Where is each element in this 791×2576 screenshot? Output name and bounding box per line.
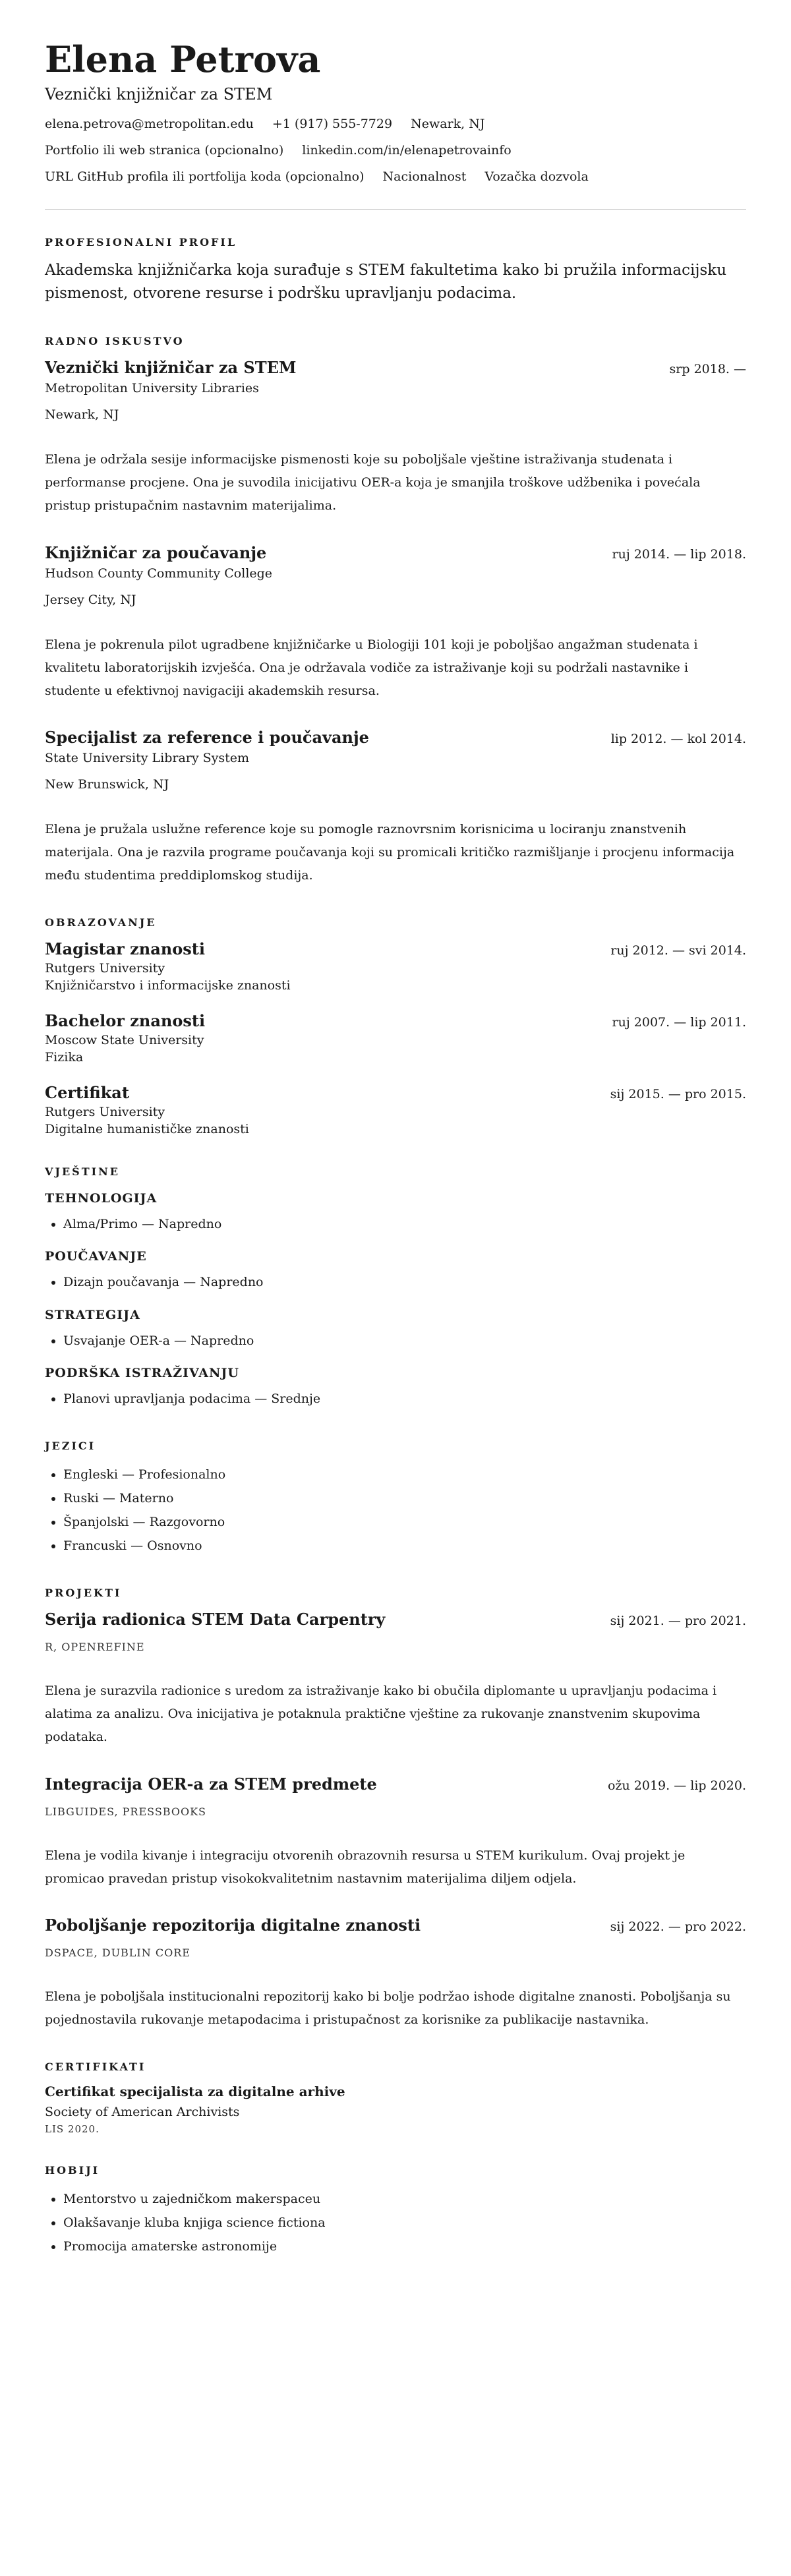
language-item: • Španjolski — Razgovorno — [63, 1510, 746, 1534]
section-title: RADNO ISKUSTVO — [45, 335, 185, 348]
contact-row — [45, 143, 746, 158]
certificate-entry — [45, 2084, 746, 2135]
job-location: Jersey City, NJ — [45, 592, 136, 607]
project-dates: sij 2022. — pro 2022. — [610, 1919, 746, 1934]
job-dates: ruj 2014. — lip 2018. — [612, 546, 746, 562]
resume-header — [45, 38, 746, 184]
project-dates: ožu 2019. — lip 2020. — [608, 1778, 746, 1793]
job-dates: lip 2012. — kol 2014. — [610, 731, 746, 746]
job-description: Elena je pokrenula pilot ugradbene knjižničarke u Biologiji 101 koji je poboljšao angažman studenata i kvalitetu laboratorijskih izvješća. Ona je održavala vodiče za istraživanje koji su podržali nastavnike i studente u efektivnoj navigaciji akademskih resursa. — [45, 637, 698, 698]
skill-item: • Dizajn poučavanja — Napredno — [63, 1270, 746, 1294]
certificates-section — [45, 2061, 746, 2135]
education-entry — [45, 1011, 746, 1065]
skills-section — [45, 1165, 746, 1410]
section-title: PROJEKTI — [45, 1587, 122, 1600]
language-item: • Engleski — Profesionalno — [63, 1463, 746, 1486]
skill-list — [45, 1387, 746, 1411]
degree: Bachelor znanosti — [45, 1011, 206, 1031]
drivers-license: Vozačka dozvola — [484, 169, 589, 184]
hobbies-section — [45, 2164, 746, 2258]
skill-category: TEHNOLOGIJA — [45, 1191, 158, 1206]
job-description: Elena je pružala uslužne reference koje su pomogle raznovrsnim korisnicima u lociranju znanstvenih materijala. Ona je razvila programe poučavanja koji su promicali kritičko razmišljanje i procjenu informacija među studentima preddiplomskog studija. — [45, 821, 735, 883]
education-dates: sij 2015. — pro 2015. — [610, 1087, 746, 1102]
experience-entry — [45, 358, 746, 517]
employer: Hudson County Community College — [45, 566, 273, 581]
job-title: Veznički knjižničar za STEM — [45, 358, 297, 378]
school: Moscow State University — [45, 1033, 204, 1048]
education-section — [45, 916, 746, 1136]
project-name: Poboljšanje repozitorija digitalne znanosti — [45, 1915, 421, 1935]
location: Newark, NJ — [411, 116, 485, 131]
nationality: Nacionalnost — [382, 169, 467, 184]
project-description: Elena je vodila kivanje i integraciju otvorenih obrazovnih resursa u STEM kurikulum. Ovaj projekt je promicao pravedan pristup visokokvalitetnim nastavnim materijalima diljem odjela. — [45, 1848, 686, 1886]
education-entry — [45, 939, 746, 993]
project-description: Elena je surazvila radionice s uredom za istraživanje kako bi obučila diplomante u upravljanju podacima i alatima za analizu. Ova inicijativa je potaknula praktične vještine za rukovanje znanstvenim skupovima podataka. — [45, 1683, 717, 1745]
skill-list — [45, 1329, 746, 1353]
section-title: VJEŠTINE — [45, 1165, 120, 1179]
skill-item: • Usvajanje OER-a — Napredno — [63, 1329, 746, 1353]
job-title: Knjižničar za poučavanje — [45, 542, 267, 562]
section-title: PROFESIONALNI PROFIL — [45, 235, 237, 249]
languages-section — [45, 1440, 746, 1558]
hobby-item: • Promocija amaterske astronomije — [63, 2235, 746, 2258]
skill-item: • Alma/Primo — Napredno — [63, 1212, 746, 1236]
job-dates: srp 2018. — — [669, 362, 746, 377]
skill-item: • Planovi upravljanja podacima — Srednje — [63, 1387, 746, 1411]
degree: Magistar znanosti — [45, 939, 205, 959]
contact-row — [45, 117, 746, 131]
employer: State University Library System — [45, 750, 250, 765]
experience-entry — [45, 728, 746, 887]
job-location: New Brunswick, NJ — [45, 776, 169, 792]
degree: Certifikat — [45, 1083, 129, 1103]
project-dates: sij 2021. — pro 2021. — [610, 1614, 746, 1629]
skill-category: STRATEGIJA — [45, 1307, 140, 1322]
hobby-item: • Olakšavanje kluba knjiga science fictiona — [63, 2211, 746, 2235]
field-of-study: Fizika — [45, 1050, 84, 1065]
skill-category: POUČAVANJE — [45, 1249, 147, 1264]
education-entry — [45, 1083, 746, 1136]
language-item: • Ruski — Materno — [63, 1486, 746, 1510]
section-title: OBRAZOVANJE — [45, 916, 157, 929]
linkedin-link[interactable]: linkedin.com/in/elenapetrovainfo — [302, 142, 512, 158]
project-entry — [45, 1916, 746, 2032]
projects-section — [45, 1587, 746, 2032]
employer: Metropolitan University Libraries — [45, 381, 259, 396]
project-entry — [45, 1610, 746, 1749]
profile-section — [45, 236, 746, 306]
experience-section — [45, 335, 746, 887]
certificate-date: LIS 2020. — [45, 2123, 100, 2136]
project-entry — [45, 1774, 746, 1890]
hobby-item: • Mentorstvo u zajedničkom makerspaceu — [63, 2187, 746, 2211]
field-of-study: Digitalne humanističke znanosti — [45, 1122, 249, 1137]
candidate-headline: Veznički knjižničar za STEM — [45, 84, 273, 103]
contact-row — [45, 169, 746, 184]
field-of-study: Knjižničarstvo i informacijske znanosti — [45, 978, 291, 993]
skill-category: PODRŠKA ISTRAŽIVANJU — [45, 1365, 239, 1380]
education-dates: ruj 2007. — lip 2011. — [612, 1015, 746, 1030]
school: Rutgers University — [45, 1105, 165, 1120]
language-item: • Francuski — Osnovno — [63, 1534, 746, 1558]
project-tags: R, OPENREFINE — [45, 1641, 145, 1654]
job-location: Newark, NJ — [45, 407, 119, 423]
language-list — [45, 1463, 746, 1558]
github-link[interactable]: URL GitHub profila ili portfolija koda (opcionalno) — [45, 169, 365, 184]
skill-list — [45, 1212, 746, 1236]
certificate-name: Certifikat specijalista za digitalne arhive — [45, 2084, 345, 2100]
section-title: JEZICI — [45, 1439, 96, 1452]
phone-number: +1 (917) 555-7729 — [272, 116, 393, 131]
experience-entry — [45, 543, 746, 703]
project-name: Serija radionica STEM Data Carpentry — [45, 1610, 386, 1629]
email-link[interactable]: elena.petrova@metropolitan.edu — [45, 116, 254, 131]
school: Rutgers University — [45, 961, 165, 976]
project-name: Integracija OER-a za STEM predmete — [45, 1774, 377, 1794]
header-divider — [45, 209, 746, 210]
hobby-list — [45, 2187, 746, 2258]
certificate-issuer: Society of American Archivists — [45, 2105, 240, 2120]
profile-summary: Akademska knjižničarka koja surađuje s STEM fakultetima kako bi pružila informacijsku pismenost, otvorene resurse i podršku upravljanju podacima. — [45, 261, 727, 303]
portfolio-link[interactable]: Portfolio ili web stranica (opcionalno) — [45, 142, 284, 158]
project-tags: DSPACE, DUBLIN CORE — [45, 1946, 190, 1959]
project-tags: LIBGUIDES, PRESSBOOKS — [45, 1805, 206, 1818]
section-title: HOBIJI — [45, 2164, 100, 2177]
skill-list — [45, 1270, 746, 1294]
job-title: Specijalist za reference i poučavanje — [45, 727, 369, 747]
candidate-name: Elena Petrova — [45, 38, 321, 80]
education-dates: ruj 2012. — svi 2014. — [610, 943, 746, 958]
job-description: Elena je održala sesije informacijske pismenosti koje su poboljšale vještine istraživanja studenata i performanse procjene. Ona je suvodila inicijativu OER-a koja je smanjila troškove udžbenika i povećala pristup pristupačnim nastavnim materijalima. — [45, 452, 701, 513]
section-title: CERTIFIKATI — [45, 2061, 146, 2074]
project-description: Elena je poboljšala institucionalni repozitorij kako bi bolje podržao ishode digitalne znanosti. Poboljšanja su pojednostavila rukovanje metapodacima i pristupačnost za korisnike za publikacije nastavnika. — [45, 1989, 731, 2027]
